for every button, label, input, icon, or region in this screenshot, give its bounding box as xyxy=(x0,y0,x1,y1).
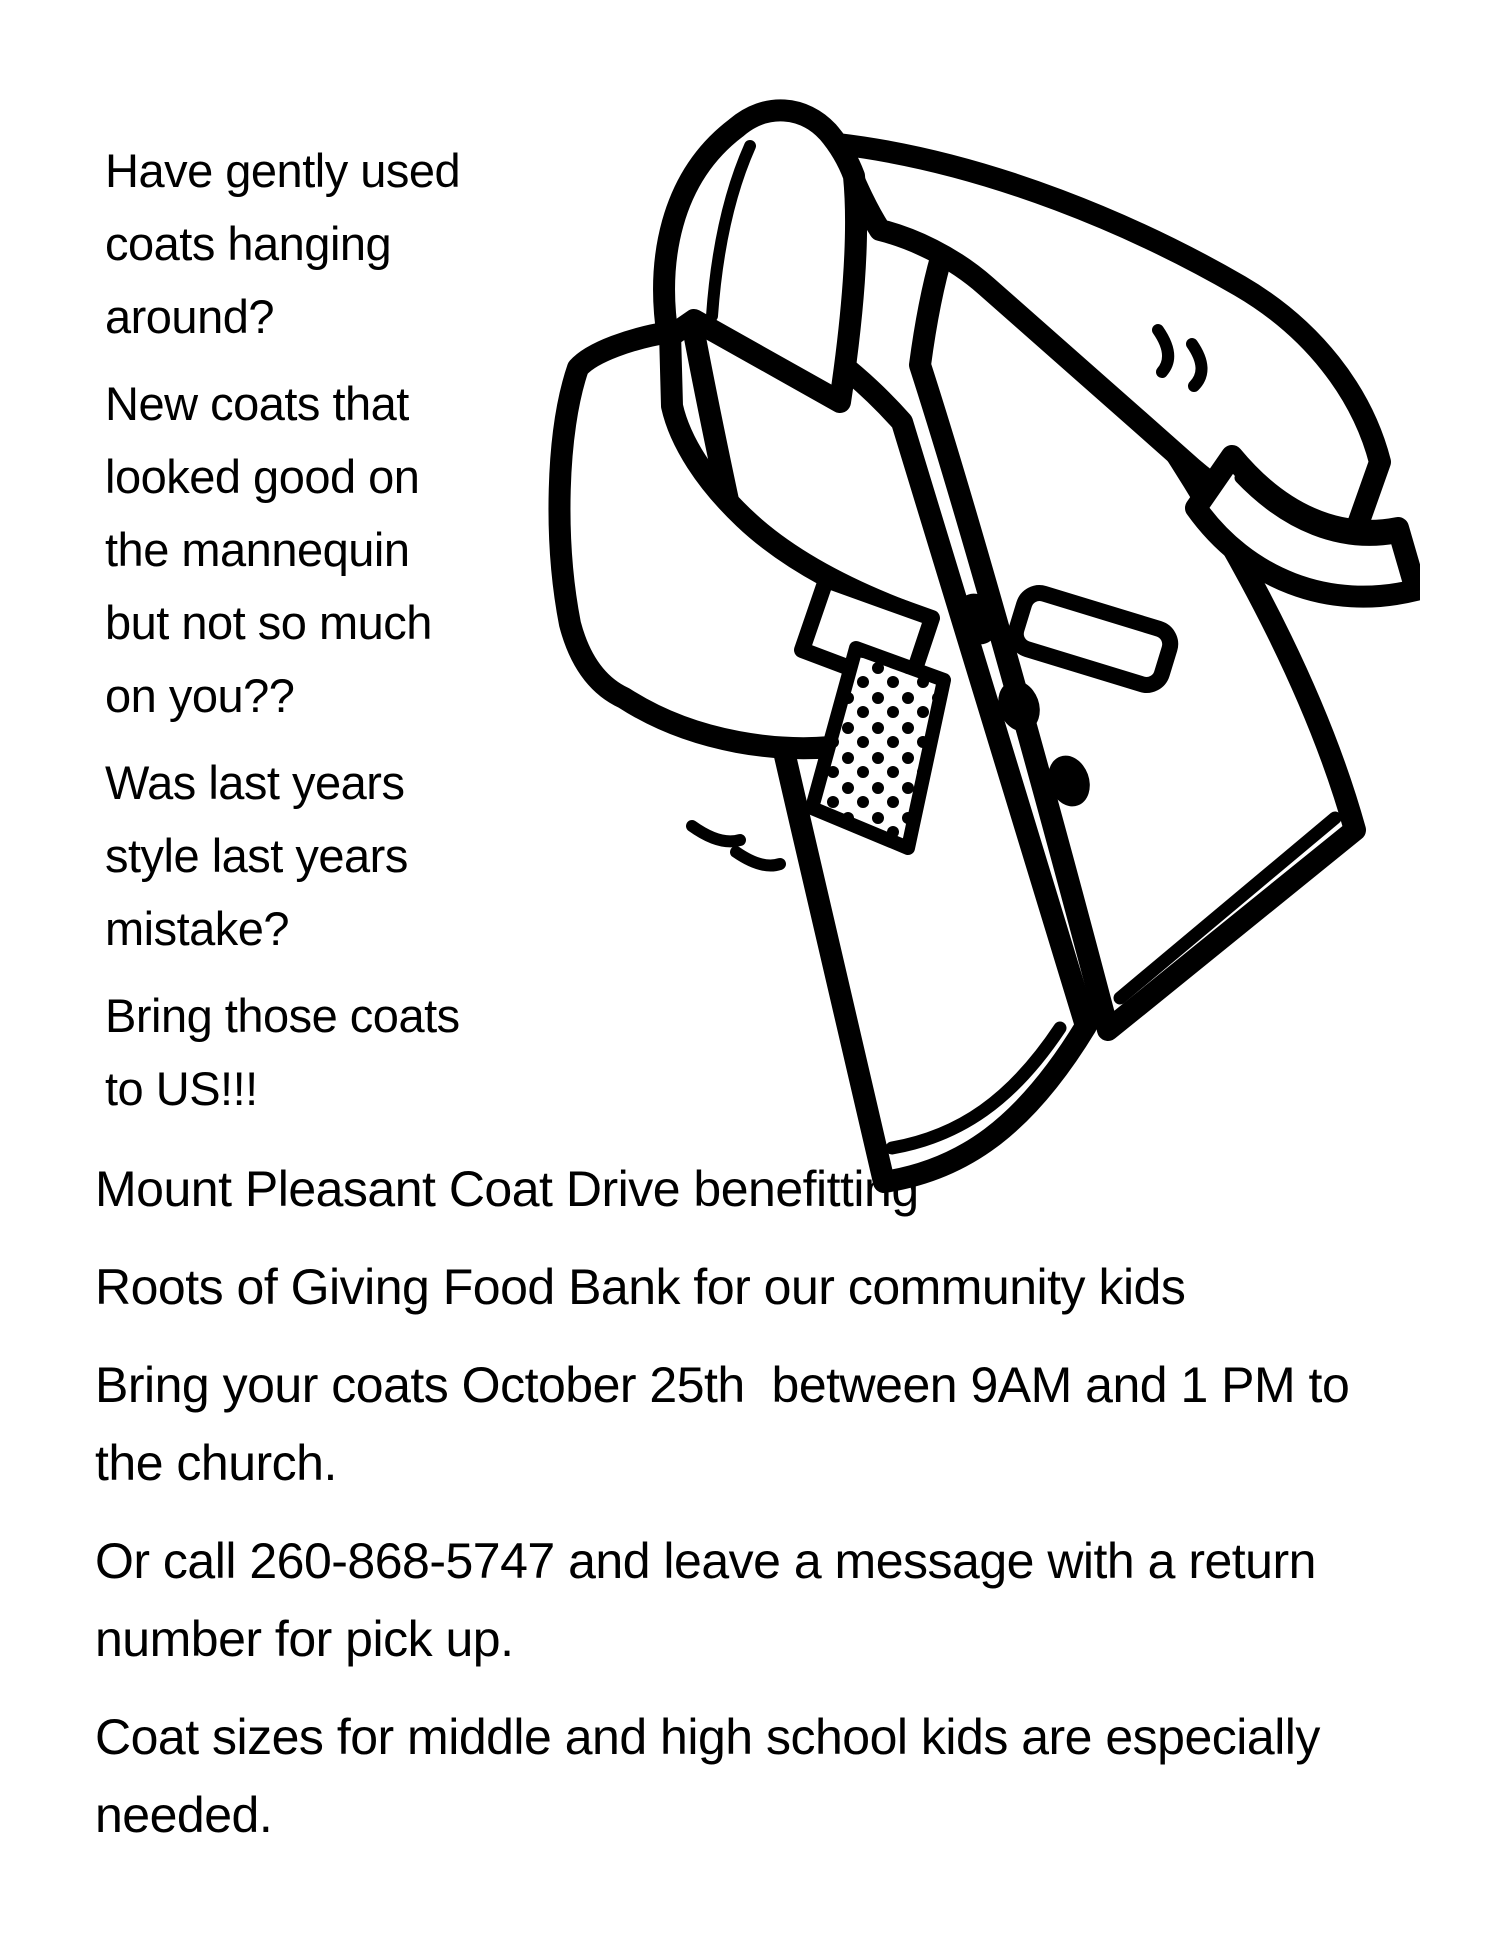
details-line: the church. xyxy=(95,1435,337,1491)
details-line: Coat sizes for middle and high school kids are especially xyxy=(95,1709,1320,1765)
intro-paragraph xyxy=(105,979,535,1125)
intro-paragraph xyxy=(105,134,535,353)
details-paragraph xyxy=(95,1698,1465,1854)
intro-line: but not so much xyxy=(105,596,432,649)
intro-line: style last years xyxy=(105,829,408,882)
intro-paragraph xyxy=(105,746,535,965)
details-text-block xyxy=(95,1150,1465,1874)
intro-line: Was last years xyxy=(105,756,405,809)
details-line: Or call 260-868-5747 and leave a message with a return xyxy=(95,1533,1316,1589)
intro-line: Have gently used xyxy=(105,144,461,197)
details-paragraph xyxy=(95,1248,1465,1326)
coat-elbow-stitches xyxy=(692,826,780,866)
intro-line: mistake? xyxy=(105,902,290,955)
intro-line: coats hanging xyxy=(105,217,392,270)
details-line: Mount Pleasant Coat Drive benefitting xyxy=(95,1161,919,1217)
intro-line: around? xyxy=(105,290,274,343)
details-line: Roots of Giving Food Bank for our community kids xyxy=(95,1259,1186,1315)
intro-line: to US!!! xyxy=(105,1062,258,1115)
coat-clipart-icon xyxy=(540,90,1420,1220)
details-paragraph xyxy=(95,1522,1465,1678)
details-paragraph xyxy=(95,1150,1465,1228)
details-line: Bring your coats October 25th between 9AM and 1 PM to xyxy=(95,1357,1350,1413)
intro-text-block xyxy=(105,134,535,1139)
coat-clipart-svg xyxy=(540,90,1420,1220)
details-line: needed. xyxy=(95,1787,273,1843)
intro-line: looked good on xyxy=(105,450,420,503)
details-line: number for pick up. xyxy=(95,1611,514,1667)
intro-line: the mannequin xyxy=(105,523,410,576)
intro-paragraph xyxy=(105,367,535,732)
intro-line: on you?? xyxy=(105,669,295,722)
intro-line: New coats that xyxy=(105,377,409,430)
intro-line: Bring those coats xyxy=(105,989,460,1042)
details-paragraph xyxy=(95,1346,1465,1502)
